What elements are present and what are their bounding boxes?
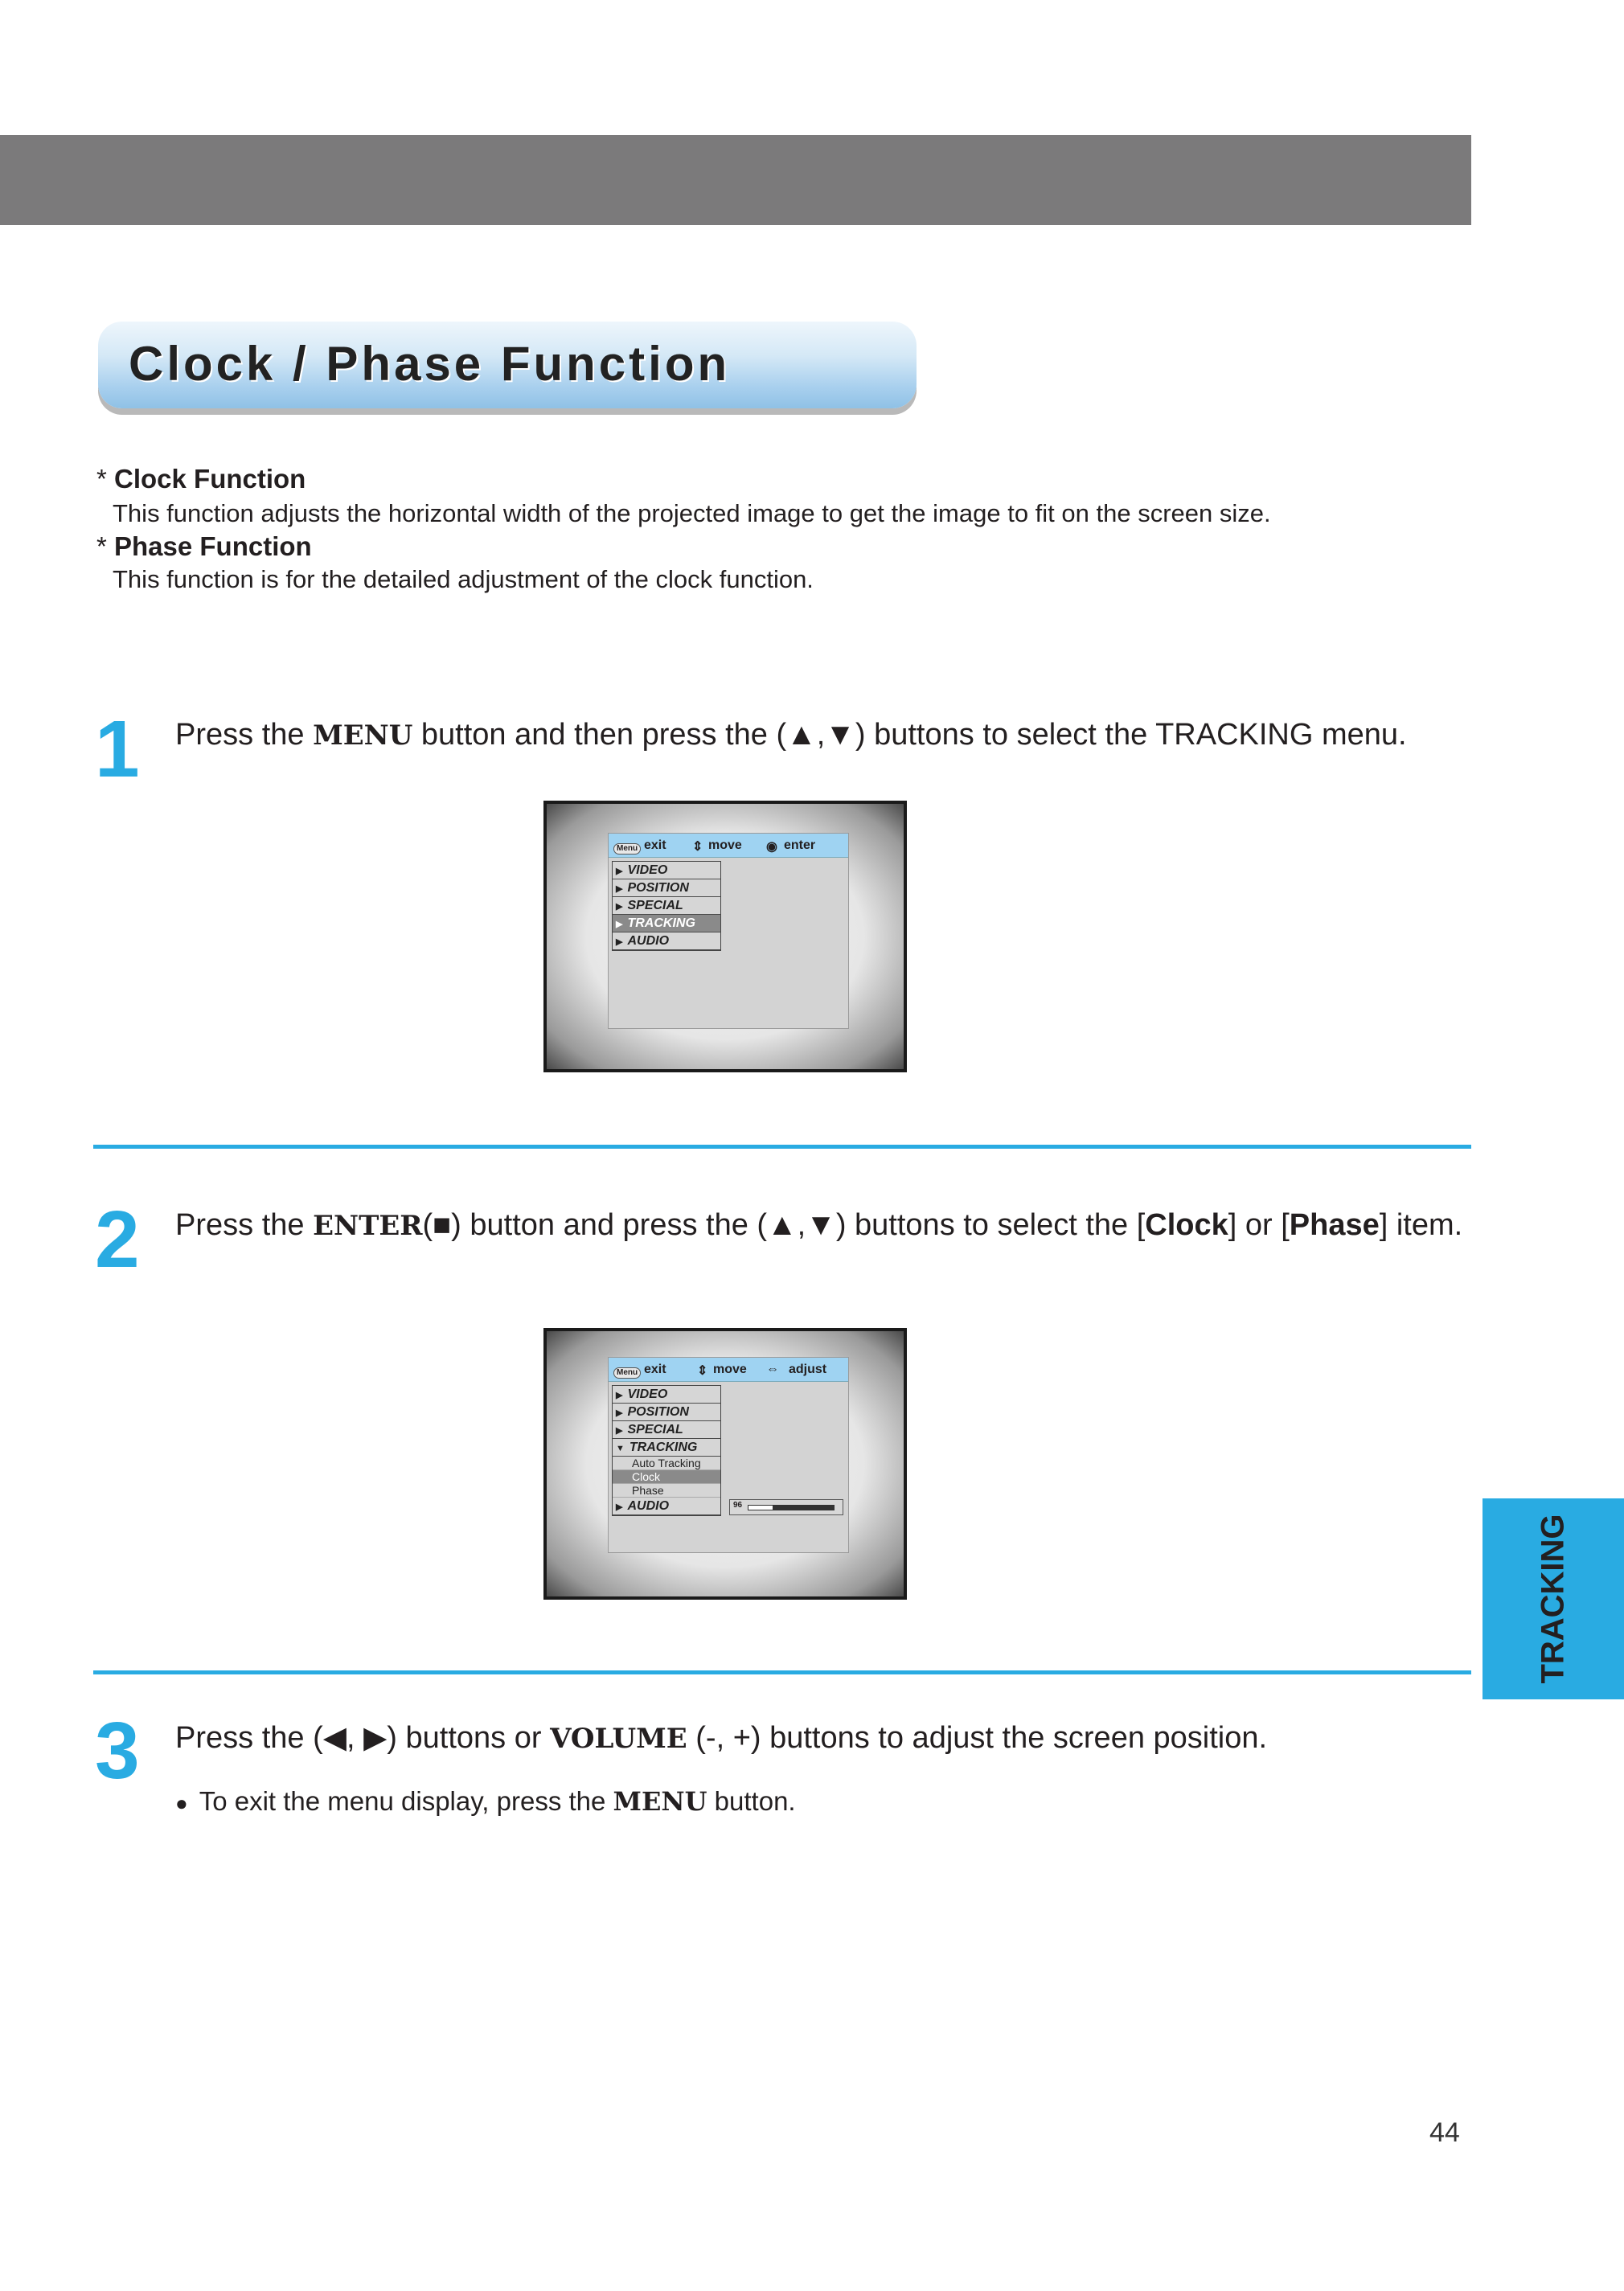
osd-help-bar — [609, 1358, 848, 1382]
page-title: Clock / Phase Function — [129, 337, 731, 391]
osd-subitem-phase[interactable]: Phase — [613, 1484, 720, 1498]
osd-item-video[interactable]: ▶ VIDEO — [613, 862, 720, 879]
volume-keyword: VOLUME — [550, 1723, 687, 1755]
osd-menu — [608, 833, 849, 1029]
definition-term: Clock Function — [114, 464, 306, 494]
osd-adjust-label: adjust — [789, 1363, 827, 1376]
section-tab-tracking — [1483, 1498, 1624, 1699]
leftright-icon: ⇔ — [766, 1363, 779, 1376]
enter-keyword: ENTER — [313, 1210, 423, 1242]
slider-value: 96 — [733, 1501, 743, 1510]
step-instruction: Press the ENTER(■) button and press the (▲,▼) buttons to select the [Clock] or [Phase] item. — [175, 1208, 1463, 1242]
section-divider — [93, 1145, 1471, 1149]
step-instruction: Press the (◀, ▶) buttons or VOLUME (-, +) buttons to adjust the screen position. — [175, 1721, 1268, 1755]
osd-item-audio[interactable]: ▶ AUDIO — [613, 932, 720, 950]
step-note: ● To exit the menu display, press the MENU button. — [175, 1786, 796, 1817]
clock-slider[interactable] — [729, 1499, 843, 1515]
definition-term: Phase Function — [114, 531, 312, 561]
step-instruction: Press the MENU button and then press the (▲,▼) buttons to select the TRACKING menu. — [175, 718, 1407, 752]
definition-description: This function is for the detailed adjustment of the clock function. — [113, 565, 814, 593]
menu-button-icon: Menu — [613, 843, 641, 855]
definition-clock — [96, 463, 306, 495]
osd-exit-label: exit — [644, 1363, 666, 1376]
tv-screen-menu — [543, 801, 907, 1072]
slider-fill — [748, 1505, 773, 1510]
osd-enter-label: enter — [784, 838, 816, 852]
osd-item-tracking[interactable]: ▶ TRACKING — [613, 915, 720, 932]
menu-keyword: MENU — [313, 719, 413, 752]
menu-keyword: MENU — [613, 1786, 707, 1817]
osd-item-special[interactable]: ▶ SPECIAL — [613, 1421, 720, 1439]
definition-marker: * — [96, 464, 107, 494]
osd-subitem-auto-tracking[interactable]: Auto Tracking — [613, 1457, 720, 1470]
menu-button-icon: Menu — [613, 1367, 641, 1379]
osd-menu-list — [612, 1385, 721, 1516]
osd-item-tracking[interactable]: ▼ TRACKING — [613, 1439, 720, 1457]
definition-description: This function adjusts the horizontal width of the projected image to get the image to fit on the screen size. — [113, 499, 1271, 527]
definition-marker: * — [96, 531, 107, 561]
updown-icon: ⇕ — [697, 1364, 708, 1378]
osd-menu-list — [612, 861, 721, 951]
osd-item-position[interactable]: ▶ POSITION — [613, 879, 720, 897]
osd-item-special[interactable]: ▶ SPECIAL — [613, 897, 720, 915]
osd-exit-label: exit — [644, 838, 666, 852]
osd-move-label: move — [713, 1363, 747, 1376]
slider-track — [748, 1505, 835, 1510]
section-tab-label: TRACKING — [1535, 1514, 1571, 1684]
tv-screen-tracking — [543, 1328, 907, 1600]
enter-icon: ◉ — [766, 840, 777, 854]
osd-move-label: move — [708, 838, 742, 852]
step-number: 1 — [95, 704, 140, 794]
page-number: 44 — [1429, 2117, 1460, 2148]
header-band — [0, 135, 1471, 225]
osd-item-video[interactable]: ▶ VIDEO — [613, 1386, 720, 1404]
step-number: 3 — [95, 1706, 140, 1796]
updown-icon: ⇕ — [692, 840, 703, 854]
bullet: ● — [175, 1791, 188, 1815]
definition-phase — [96, 531, 312, 563]
osd-menu — [608, 1357, 849, 1553]
osd-item-audio[interactable]: ▶ AUDIO — [613, 1498, 720, 1515]
osd-item-position[interactable]: ▶ POSITION — [613, 1404, 720, 1421]
section-divider — [93, 1670, 1471, 1674]
osd-subitem-clock[interactable]: Clock — [613, 1470, 720, 1484]
step-number: 2 — [95, 1195, 140, 1285]
osd-help-bar — [609, 834, 848, 858]
